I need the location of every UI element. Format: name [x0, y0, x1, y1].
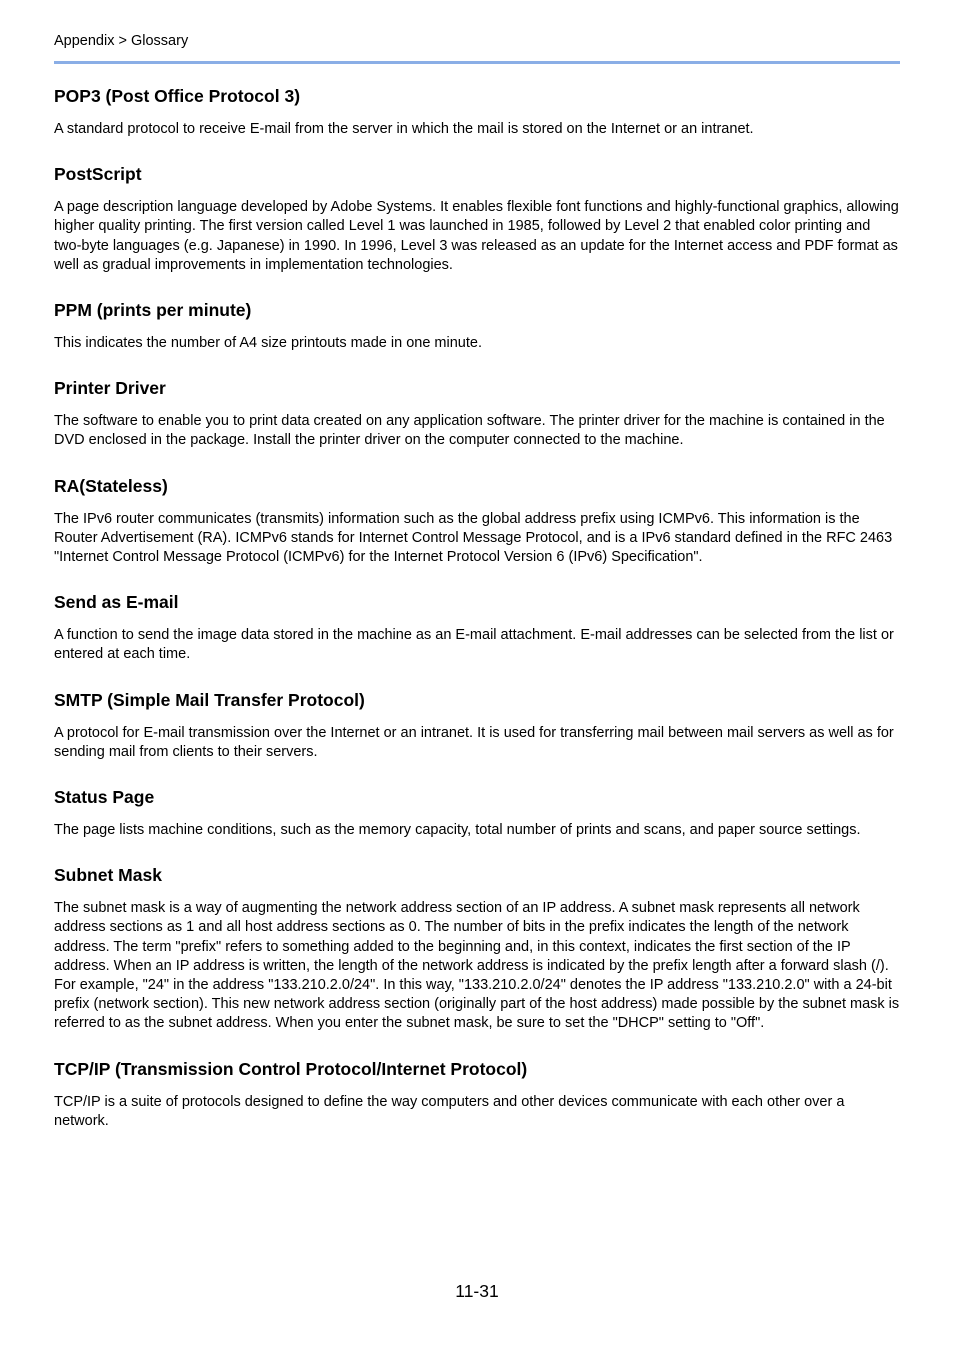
entry-definition: The software to enable you to print data created on any application software. The printer driver for the machine is contained in the DVD enclosed in the package. Install the printer driver on the computer connected to the machine. — [54, 413, 885, 449]
glossary-entry-subnet-mask — [54, 865, 900, 1033]
glossary-entry-tcp-ip — [54, 1059, 900, 1131]
header-divider — [54, 61, 900, 64]
entry-title: POP3 (Post Office Protocol 3) — [54, 86, 301, 106]
page-number: 11-31 — [455, 1281, 499, 1301]
entry-title: RA(Stateless) — [54, 475, 168, 496]
entry-definition: A page description language developed by Adobe Systems. It enables flexible font functions and highly-functional graphics, allowing higher quality printing. The first version called Level 1 was launched in 1985, followed by Level 2 that enabled color printing and two-byte languages (e.g. Japanese) in 1990. In 1996, Level 3 was released as an update for the Internet access and PDF format as well as gradual improvements in implementation technologies. — [54, 199, 899, 273]
entry-title: SMTP (Simple Mail Transfer Protocol) — [54, 689, 365, 710]
breadcrumb: Appendix > Glossary — [54, 33, 189, 49]
entry-title: Subnet Mask — [54, 865, 162, 886]
entry-title: Printer Driver — [54, 378, 166, 399]
entry-title: Status Page — [54, 787, 155, 808]
glossary-entry-send-as-email — [54, 592, 900, 664]
glossary-entry-status-page — [54, 787, 900, 840]
entry-title: PPM (prints per minute) — [54, 300, 252, 321]
glossary-entry-pop3 — [54, 86, 900, 139]
entry-definition: This indicates the number of A4 size printouts made in one minute. — [54, 335, 482, 352]
glossary-entry-ra-stateless — [54, 476, 900, 568]
glossary-entry-postscript — [54, 164, 900, 275]
entry-title: PostScript — [54, 164, 142, 185]
glossary-content — [54, 86, 900, 1131]
entry-title: Send as E-mail — [54, 592, 179, 613]
entry-definition: The page lists machine conditions, such as the memory capacity, total number of prints and scans, and paper source settings. — [54, 822, 861, 839]
entry-definition: The subnet mask is a way of augmenting the network address section of an IP address. A subnet mask represents all network address sections as 1 and all host address sections as 0. The number of bits in the prefix indicates the length of the network address. The term "prefix" refers to something added to the beginning and, in this context, indicates the first section of the IP address. When an IP address is written, the length of the network address is indicated by the prefix length after a forward slash (/). For example, "24" in the address "133.210.2.0/24". In this way, "133.210.2.0/24" denotes the IP address "133.210.2.0" with a 24-bit prefix (network section). This new network address section (originally part of the host address) made possible by the subnet mask is referred to as the subnet address. When you enter the subnet mask, be sure to set the "DHCP" setting to "Off". — [54, 900, 900, 1032]
entry-definition: A standard protocol to receive E-mail from the server in which the mail is stored on the Internet or an intranet. — [54, 121, 754, 137]
glossary-entry-printer-driver — [54, 378, 900, 450]
glossary-entry-ppm — [54, 300, 900, 353]
entry-definition: TCP/IP is a suite of protocols designed to define the way computers and other devices communicate with each other over a network. — [54, 1093, 845, 1129]
entry-definition: A function to send the image data stored in the machine as an E-mail attachment. E-mail addresses can be selected from the list or entered at each time. — [54, 627, 894, 663]
entry-definition: A protocol for E-mail transmission over the Internet or an intranet. It is used for transferring mail between mail servers as well as for sending mail from clients to their servers. — [54, 724, 894, 760]
entry-title: TCP/IP (Transmission Control Protocol/Internet Protocol) — [54, 1058, 528, 1079]
entry-definition: The IPv6 router communicates (transmits) information such as the global address prefix using ICMPv6. This information is the Router Advertisement (RA). ICMPv6 stands for Internet Control Message Protocol, and is a IPv6 standard defined in the RFC 2463 "Internet Control Message Protocol (ICMPv6) for the Internet Protocol Version 6 (IPv6) Specification". — [54, 510, 893, 566]
glossary-entry-smtp — [54, 690, 900, 762]
